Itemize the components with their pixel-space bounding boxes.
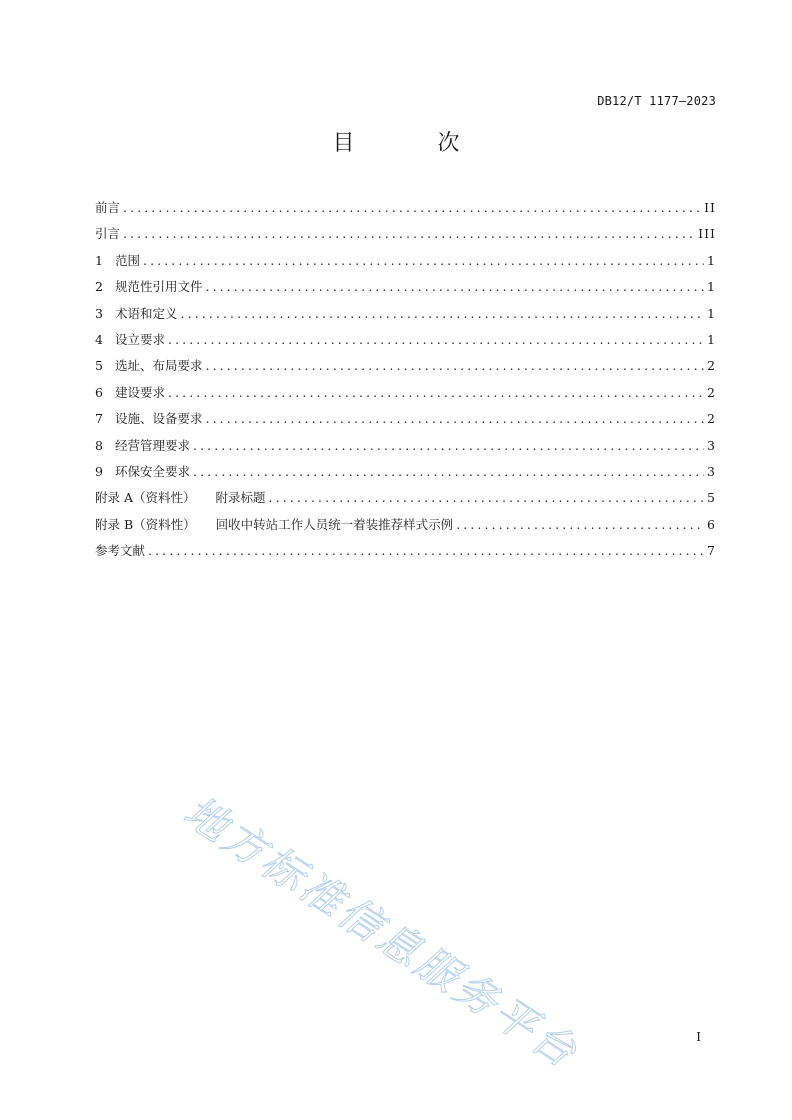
toc-dot-leader [206,358,705,373]
toc-page-number: 1 [707,279,716,295]
toc-entry-label [95,304,178,322]
toc-page-number: 2 [707,384,716,400]
toc-dot-leader [168,385,704,400]
toc-section-title: 术语和定义 [115,305,178,321]
toc-entry-normative-references[interactable] [95,277,716,303]
toc-dot-leader [193,464,704,479]
toc-entry-label [95,488,266,506]
toc-section-title: 范围 [115,252,141,268]
toc-dot-leader [143,253,704,268]
toc-page-number: 1 [707,331,716,347]
toc-page-number: 3 [707,437,716,453]
document-code: DB12/T 1177—2023 [597,94,716,108]
toc-dot-leader [269,490,705,505]
toc-entry-label: 引言 [95,226,121,242]
toc-section-number: 5 [95,358,103,374]
toc-page-number: 1 [707,305,716,321]
toc-section-number: 8 [95,437,103,453]
toc-appendix-label: 附录 A（资料性） [95,490,196,506]
toc-page-number: 1 [707,252,716,268]
table-of-contents [95,198,716,567]
toc-entry-construction[interactable] [95,383,716,409]
toc-entry-environment-safety[interactable] [95,462,716,488]
toc-section-number: 4 [95,331,103,347]
toc-page-number: 6 [707,516,716,532]
toc-section-number: 6 [95,384,103,400]
toc-section-title: 设施、设备要求 [115,411,203,427]
toc-page-number: III [698,226,716,242]
watermark-text: 地方标准信息服务平台 [175,786,588,1079]
toc-dot-leader [181,306,705,321]
toc-dot-leader [168,332,704,347]
toc-dot-leader [123,226,695,241]
toc-entry-appendix-a[interactable] [95,488,716,514]
toc-entry-introduction[interactable] [95,224,716,250]
page-number: I [696,1030,701,1044]
toc-section-title: 设立要求 [115,331,166,347]
toc-entry-label [95,383,165,401]
toc-dot-leader [206,411,705,426]
toc-page-number: 7 [707,543,716,559]
toc-dot-leader [456,517,704,532]
toc-entry-label [95,436,190,454]
toc-section-number: 9 [95,463,103,479]
toc-entry-label [95,462,190,480]
toc-entry-label [95,409,203,427]
toc-section-number: 3 [95,305,103,321]
toc-appendix-title: 回收中转站工作人员统一着装推荐样式示例 [215,516,454,532]
toc-entry-terms-definitions[interactable] [95,304,716,330]
page-title: 目 次 [332,131,498,156]
toc-entry-site-layout[interactable] [95,356,716,382]
toc-dot-leader [148,543,704,558]
toc-dot-leader [206,279,705,294]
toc-entry-label [95,515,453,533]
toc-appendix-label: 附录 B（资料性） [95,516,196,532]
toc-entry-label [95,330,165,348]
toc-entry-bibliography[interactable] [95,541,716,567]
toc-section-title: 环保安全要求 [115,463,191,479]
toc-entry-establishment[interactable] [95,330,716,356]
toc-section-title: 规范性引用文件 [115,279,203,295]
toc-entry-foreword[interactable] [95,198,716,224]
toc-entry-facilities-equipment[interactable] [95,409,716,435]
toc-dot-leader [193,438,704,453]
toc-section-title: 选址、布局要求 [115,358,203,374]
toc-page-number: 3 [707,463,716,479]
toc-page-number: II [704,200,716,215]
toc-entry-scope[interactable] [95,251,716,277]
toc-entry-label: 参考文献 [95,543,146,559]
toc-appendix-title: 附录标题 [215,490,266,506]
toc-section-number: 1 [95,252,103,268]
toc-section-title: 建设要求 [115,384,166,400]
toc-entry-operation-management[interactable] [95,436,716,462]
toc-section-number: 7 [95,411,103,427]
toc-entry-label [95,277,203,295]
toc-entry-label: 前言 [95,200,121,215]
toc-entry-label [95,356,203,374]
toc-dot-leader [123,200,701,215]
toc-page-number: 5 [707,490,716,506]
toc-section-number: 2 [95,279,103,295]
toc-entry-label [95,251,140,269]
toc-page-number: 2 [707,411,716,427]
toc-section-title: 经营管理要求 [115,437,191,453]
toc-page-number: 2 [707,358,716,374]
toc-entry-appendix-b[interactable] [95,515,716,541]
